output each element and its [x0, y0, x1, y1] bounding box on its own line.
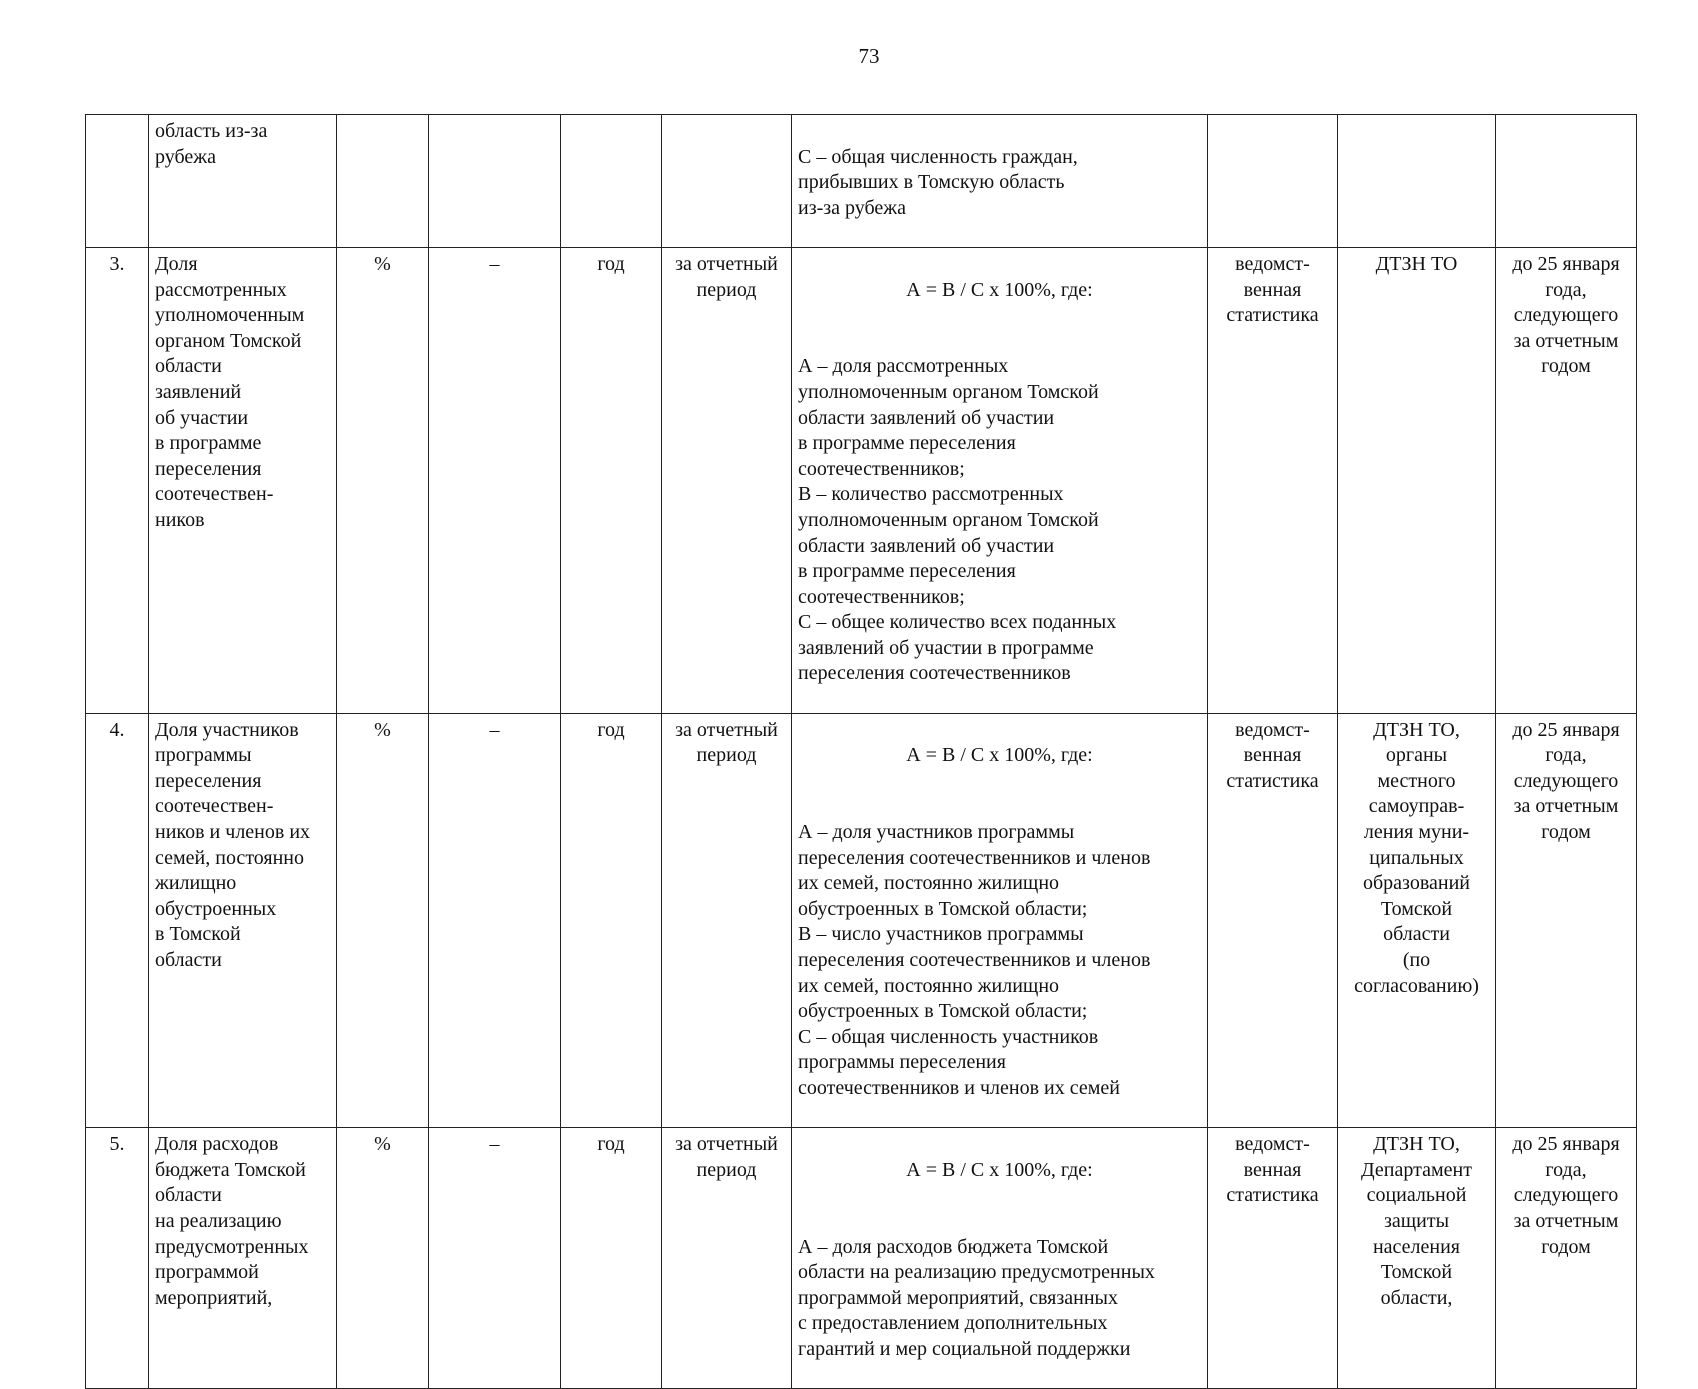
formula-description: А – доля участников программы переселения соотечественников и членов их семей, постоянно жилищно обустроенных в Томской области; В – число участников программы переселения соотечественников и членов их семей, постоянно жилищно обустроенных в Томской области; С – общая численность участников программы переселения соотечественников и членов их семей — [798, 821, 1151, 1099]
formula-description: А – доля расходов бюджета Томской области на реализацию предусмотренных программой мероприятий, связанных с предоставлением дополнительных гарантий и мер социальной поддержки — [798, 1235, 1155, 1360]
value-cell — [429, 115, 561, 248]
row-number-cell: 5. — [86, 1128, 149, 1389]
indicators-table — [85, 114, 1637, 1389]
formula-description: А – доля рассмотренных уполномоченным органом Томской области заявлений об участии в программе переселения соотечественников; В – количество рассмотренных уполномоченным органом Томской области заявлений об участии в программе переселения соотечественников; С – общее количество всех поданных заявлений об участии в программе переселения соотечественников — [798, 355, 1117, 685]
row-number-cell — [86, 115, 149, 248]
frequency-cell: год — [561, 713, 662, 1128]
deadline-cell — [1496, 115, 1637, 248]
row-number-cell: 3. — [86, 247, 149, 713]
period-cell: за отчетный период — [662, 713, 792, 1128]
period-cell — [662, 115, 792, 248]
value-cell: – — [429, 1128, 561, 1389]
formula-expression: А = В / С х 100%, где: — [906, 1158, 1093, 1181]
frequency-cell — [561, 115, 662, 248]
formula-cell — [792, 713, 1208, 1128]
page-number: 73 — [858, 44, 880, 68]
source-cell: ведомст- венная статистика — [1208, 1128, 1338, 1389]
unit-cell: % — [337, 713, 429, 1128]
formula-cell — [792, 247, 1208, 713]
indicator-name-cell: Доля расходов бюджета Томской области на реализацию предусмотренных программой мероприятий, — [149, 1128, 337, 1389]
indicator-name-cell: Доля участников программы переселения соотечествен- ников и членов их семей, постоянно жилищно обустроенных в Томской области — [149, 713, 337, 1128]
responsible-cell: ДТЗН ТО, Департамент социальной защиты населения Томской области, — [1338, 1128, 1496, 1389]
formula-cell — [792, 1128, 1208, 1389]
responsible-cell: ДТЗН ТО — [1338, 247, 1496, 713]
formula-cell — [792, 115, 1208, 248]
source-cell: ведомст- венная статистика — [1208, 247, 1338, 713]
indicator-name-cell: область из-за рубежа — [149, 115, 337, 248]
unit-cell: % — [337, 247, 429, 713]
row-number-cell: 4. — [86, 713, 149, 1128]
indicator-name-cell: Доля рассмотренных уполномоченным органом Томской области заявлений об участии в программе переселения соотечествен- ников — [149, 247, 337, 713]
formula-expression: А = В / С х 100%, где: — [906, 278, 1093, 301]
deadline-cell: до 25 января года, следующего за отчетным годом — [1496, 713, 1637, 1128]
source-cell — [1208, 115, 1338, 248]
table-row — [86, 1128, 1637, 1389]
period-cell: за отчетный период — [662, 1128, 792, 1389]
unit-cell — [337, 115, 429, 248]
responsible-cell: ДТЗН ТО, органы местного самоуправ- ления муни- ципальных образований Томской области (по согласованию) — [1338, 713, 1496, 1128]
responsible-cell — [1338, 115, 1496, 248]
value-cell: – — [429, 247, 561, 713]
period-cell: за отчетный период — [662, 247, 792, 713]
table-row — [86, 115, 1637, 248]
table-row — [86, 713, 1637, 1128]
deadline-cell: до 25 января года, следующего за отчетным годом — [1496, 247, 1637, 713]
frequency-cell: год — [561, 1128, 662, 1389]
unit-cell: % — [337, 1128, 429, 1389]
formula-description: С – общая численность граждан, прибывших в Томскую область из-за рубежа — [798, 145, 1078, 219]
value-cell: – — [429, 713, 561, 1128]
formula-expression: А = В / С х 100%, где: — [906, 744, 1093, 767]
table-row — [86, 247, 1637, 713]
source-cell: ведомст- венная статистика — [1208, 713, 1338, 1128]
frequency-cell: год — [561, 247, 662, 713]
deadline-cell: до 25 января года, следующего за отчетным годом — [1496, 1128, 1637, 1389]
